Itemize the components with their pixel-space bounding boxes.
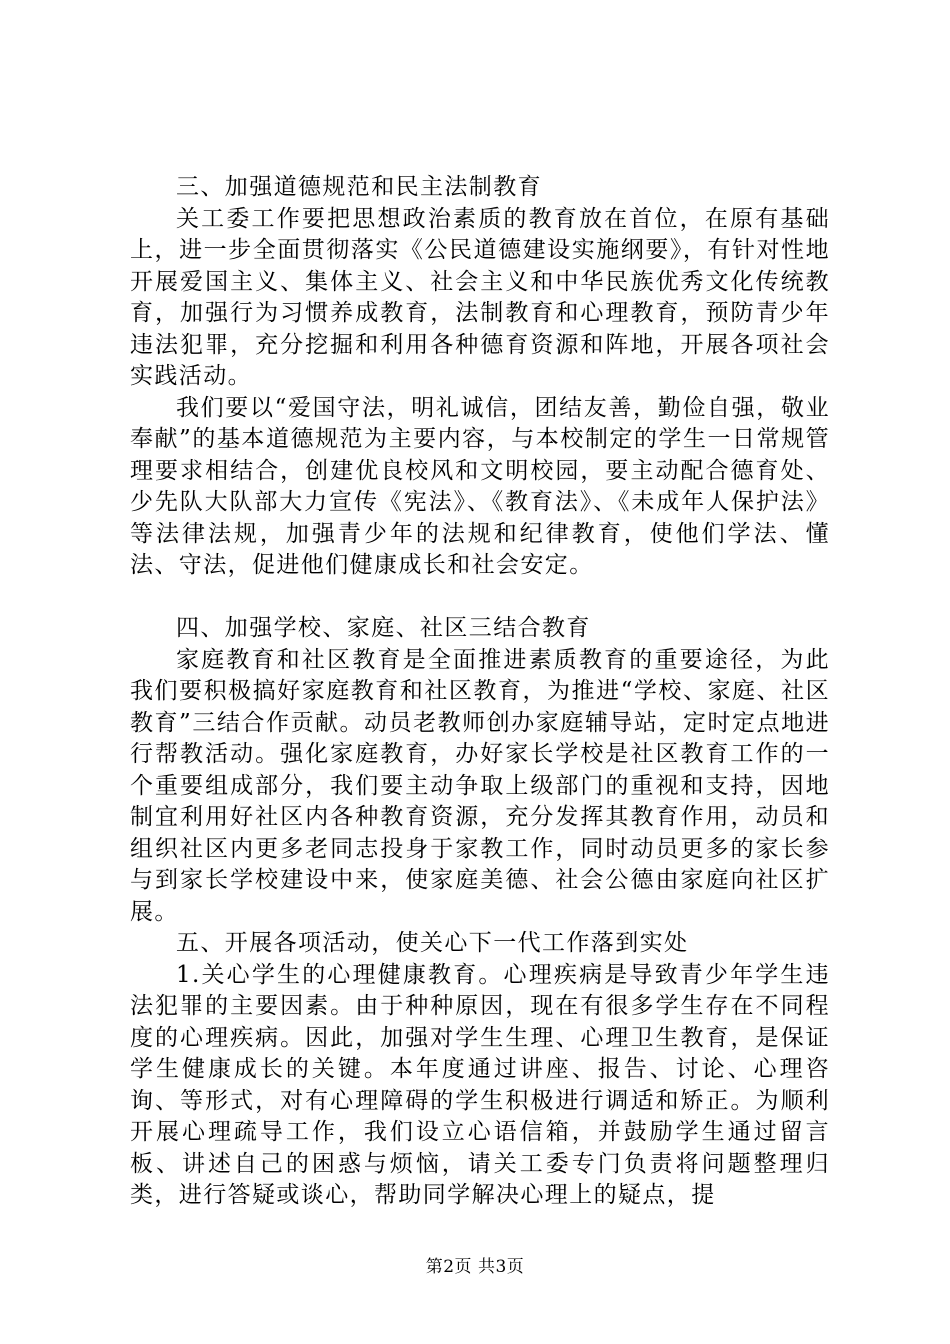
document-body xyxy=(130,172,830,1212)
section-heading-4: 四、加强学校、家庭、社区三结合教育 xyxy=(176,615,591,641)
paragraph: 1.关心学生的心理健康教育。心理疾病是导致青少年学生违法犯罪的主要因素。由于种种原因，现在有很多学生存在不同程度的心理疾病。因此，加强对学生生理、心理卫生教育，是保证学生健康成长的关键。本年度通过讲座、报告、讨论、心理咨询、等形式，对有心理障碍的学生积极进行调适和矫正。为顺利开展心理疏导工作，我们设立心语信箱，并鼓励学生通过留言板、讲述自己的困惑与烦恼，请关工委专门负责将问题整理归类，进行答疑或谈心，帮助同学解决心理上的疑点，提 xyxy=(130,961,830,1208)
paragraph: 家庭教育和社区教育是全面推进素质教育的重要途径，为此我们要积极搞好家庭教育和社区教育，为推进“学校、家庭、社区教育”三结合作贡献。动员老教师创办家庭辅导站，定时定点地进行帮教活动。强化家庭教育，办好家长学校是社区教育工作的一个重要组成部分，我们要主动争取上级部门的重视和支持，因地制宜利用好社区内各种教育资源，充分发挥其教育作用，动员和组织社区内更多老同志投身于家教工作，同时动员更多的家长参与到家长学校建设中来，使家庭美德、社会公德由家庭向社区扩展。 xyxy=(130,646,830,925)
section-heading-3: 三、加强道德规范和民主法制教育 xyxy=(176,174,542,200)
paragraph: 我们要以“爱国守法，明礼诚信，团结友善，勤俭自强，敬业奉献”的基本道德规范为主要内容，与本校制定的学生一日常规管理要求相结合，创建优良校风和文明校园，要主动配合德育处、少先队大队部大力宣传《宪法》、《教育法》、《未成年人保护法》等法律法规，加强青少年的法规和纪律教育，使他们学法、懂法、守法，促进他们健康成长和社会安定。 xyxy=(130,394,830,578)
paragraph: 关工委工作要把思想政治素质的教育放在首位，在原有基础上，进一步全面贯彻落实《公民道德建设实施纲要》，有针对性地开展爱国主义、集体主义、社会主义和中华民族优秀文化传统教育，加强行为习惯养成教育，法制教育和心理教育，预防青少年违法犯罪，充分挖掘和利用各种德育资源和阵地，开展各项社会实践活动。 xyxy=(130,205,830,389)
section-heading-5: 五、开展各项活动，使关心下一代工作落到实处 xyxy=(176,930,689,956)
page-footer: 第2页 共3页 xyxy=(425,1257,525,1277)
